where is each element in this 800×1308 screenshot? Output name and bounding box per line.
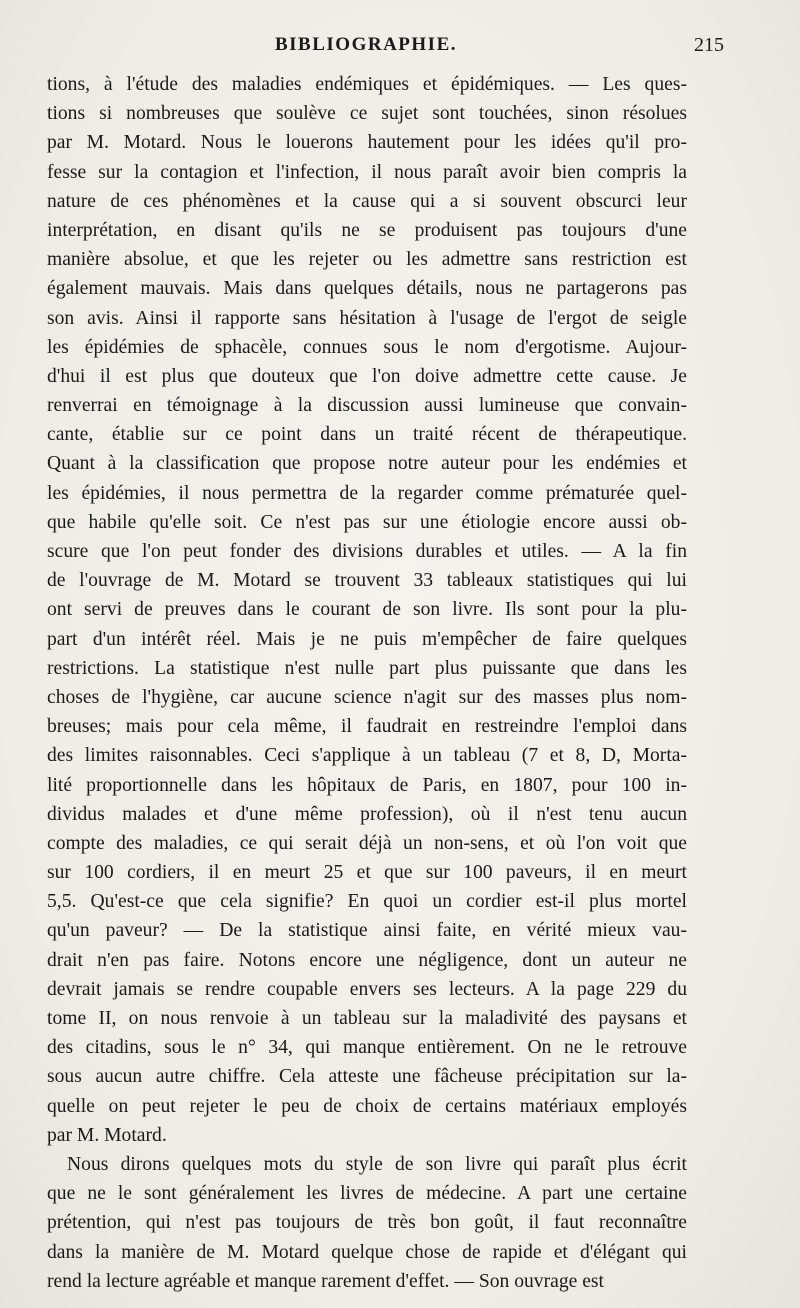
running-title: BIBLIOGRAPHIE.	[274, 34, 457, 55]
paragraph-2	[47, 1150, 687, 1296]
text-line: lité proportionnelle dans les hôpitaux de Paris, en 1807, pour 100 in-	[47, 774, 687, 796]
text-line: renverrai en témoignage à la discussion aussi lumineuse que convain-	[47, 395, 687, 417]
text-line: les épidémies de sphacèle, connues sous le nom d'ergotisme. Aujour-	[47, 336, 687, 358]
text-line: dans la manière de M. Motard quelque chose de rapide et d'élégant qui	[47, 1241, 687, 1263]
text-line: nature de ces phénomènes et la cause qui a si souvent obscurci leur	[47, 190, 687, 212]
text-line: de l'ouvrage de M. Motard se trouvent 33 tableaux statistiques qui lui	[47, 570, 687, 592]
text-line: que ne le sont généralement les livres de médecine. A part une certaine	[47, 1183, 687, 1205]
page-header	[48, 34, 724, 64]
text-line: tions, à l'étude des maladies endémiques et épidémiques. — Les ques-	[47, 74, 687, 95]
text-line: ont servi de preuves dans le courant de son livre. Ils sont pour la plu-	[47, 599, 687, 621]
text-line: manière absolue, et que les rejeter ou les admettre sans restriction est	[47, 249, 687, 271]
text-line: Nous dirons quelques mots du style de son livre qui paraît plus écrit	[67, 1153, 687, 1175]
text-line: interprétation, en disant qu'ils ne se produisent pas toujours d'une	[47, 219, 687, 241]
text-line: sous aucun autre chiffre. Cela atteste une fâcheuse précipitation sur la-	[47, 1066, 687, 1088]
text-line: également mauvais. Mais dans quelques détails, nous ne partagerons pas	[47, 278, 687, 300]
text-line: tions si nombreuses que soulève ce sujet sont touchées, sinon résolues	[47, 103, 687, 125]
text-line: restrictions. La statistique n'est nulle part plus puissante que dans les	[47, 657, 687, 679]
text-line: devrait jamais se rendre coupable envers ses lecteurs. A la page 229 du	[47, 978, 687, 1000]
text-line: par M. Motard. Nous le louerons hautement pour les idées qu'il pro-	[47, 132, 687, 154]
text-line: Quant à la classification que propose notre auteur pour les endémies et	[47, 453, 687, 475]
text-line: dividus malades et d'une même profession), où il n'est tenu aucun	[47, 803, 687, 825]
text-line: par M. Motard.	[47, 1124, 167, 1146]
text-line: des citadins, sous le n° 34, qui manque entièrement. On ne le retrouve	[47, 1037, 687, 1059]
text-line: drait n'en pas faire. Notons encore une négligence, dont un auteur ne	[47, 949, 687, 971]
text-line: qu'un paveur? — De la statistique ainsi faite, en vérité mieux vau-	[47, 920, 687, 942]
text-line: tome II, on nous renvoie à un tableau sur la maladivité des paysans et	[47, 1008, 687, 1029]
text-line: fesse sur la contagion et l'infection, il nous paraît avoir bien compris la	[47, 161, 687, 183]
text-line: sur 100 cordiers, il en meurt 25 et que sur 100 paveurs, il en meurt	[47, 862, 687, 884]
text-line: quelle on peut rejeter le peu de choix de certains matériaux employés	[47, 1095, 687, 1117]
body-text	[47, 70, 687, 1296]
text-line: rend la lecture agréable et manque rarement d'effet. — Son ouvrage est	[47, 1270, 604, 1292]
text-line: breuses; mais pour cela même, il faudrait en restreindre l'emploi dans	[47, 716, 687, 738]
text-line: 5,5. Qu'est-ce que cela signifie? En quoi un cordier est-il plus mortel	[47, 891, 687, 913]
text-line: choses de l'hygiène, car aucune science n'agit sur des masses plus nom-	[47, 686, 687, 708]
text-line: scure que l'on peut fonder des divisions durables et utiles. — A la fin	[47, 541, 687, 562]
text-line: que habile qu'elle soit. Ce n'est pas sur une étiologie encore aussi ob-	[47, 511, 687, 533]
text-line: son avis. Ainsi il rapporte sans hésitation à l'usage de l'ergot de seigle	[47, 307, 687, 329]
text-line: les épidémies, il nous permettra de la regarder comme prématurée quel-	[47, 482, 687, 504]
text-line: prétention, qui n'est pas toujours de très bon goût, il faut reconnaître	[47, 1212, 687, 1234]
text-line: part d'un intérêt réel. Mais je ne puis m'empêcher de faire quelques	[47, 628, 687, 650]
text-line: cante, établie sur ce point dans un traité récent de thérapeutique.	[47, 424, 687, 446]
page-number: 215	[694, 34, 724, 56]
text-line: d'hui il est plus que douteux que l'on doive admettre cette cause. Je	[47, 365, 687, 387]
text-line: compte des maladies, ce qui serait déjà un non-sens, et où l'on voit que	[47, 832, 687, 854]
text-line: des limites raisonnables. Ceci s'applique à un tableau (7 et 8, D, Morta-	[47, 745, 687, 767]
paragraph-1	[47, 70, 687, 1150]
